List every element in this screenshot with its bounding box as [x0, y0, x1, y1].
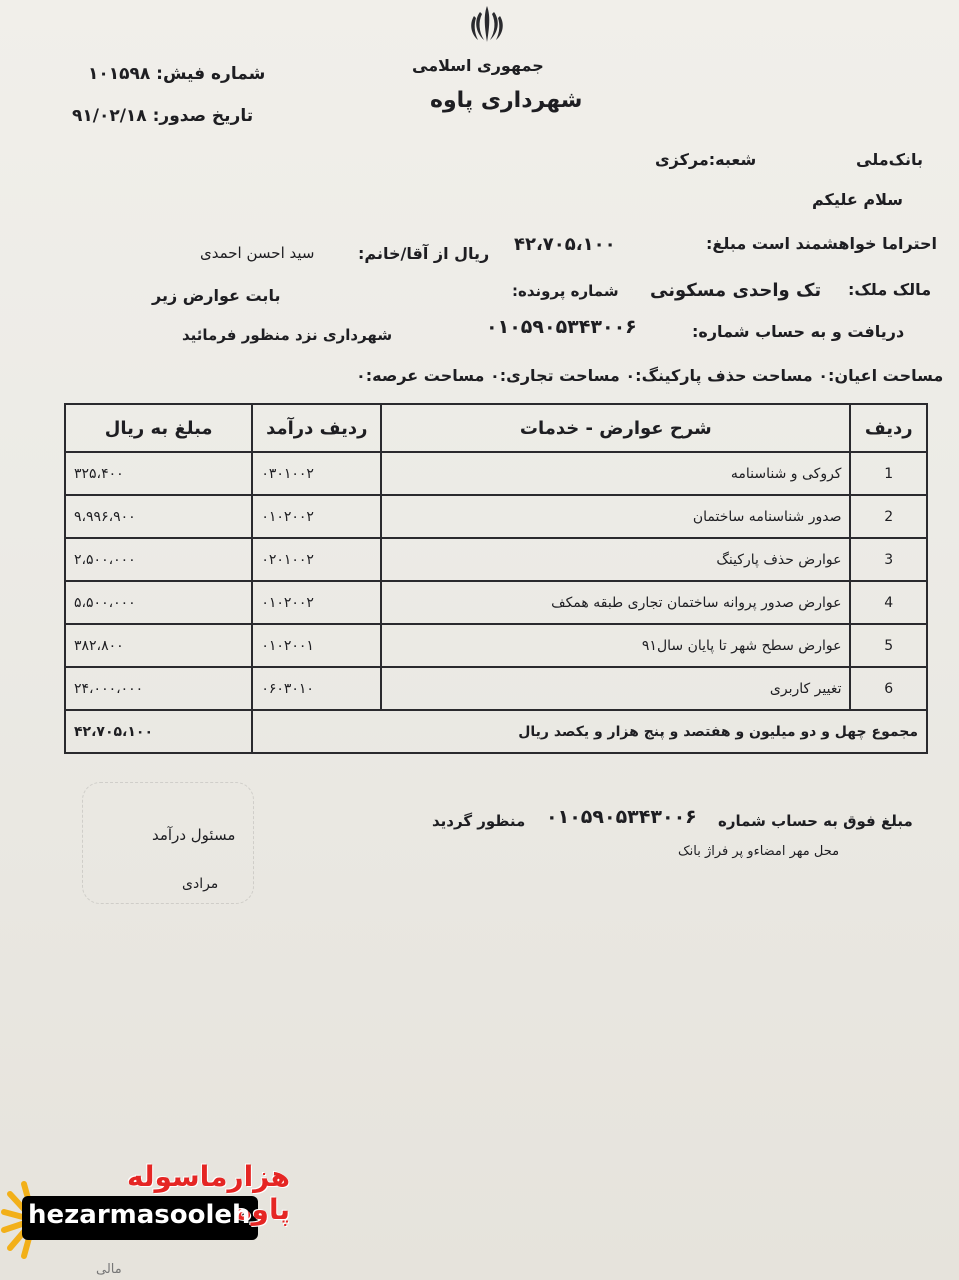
- header-amount: مبلغ به ریال: [65, 404, 252, 452]
- row-amount: ۲۴،۰۰۰،۰۰۰: [65, 667, 252, 710]
- table-row: [65, 495, 927, 538]
- transfer-account: ۰۱۰۵۹۰۵۳۴۳۰۰۶: [546, 806, 697, 828]
- table-row: [65, 452, 927, 495]
- logo-brand-english: hezarmasooleh: [28, 1200, 251, 1230]
- row-description: عوارض سطح شهر تا پایان سال۹۱: [381, 624, 850, 667]
- bank-name: بانک‌ملی: [856, 150, 924, 169]
- table-row: [65, 624, 927, 667]
- header-revenue-code: ردیف درآمد: [252, 404, 381, 452]
- row-amount: ۲،۵۰۰،۰۰۰: [65, 538, 252, 581]
- bank-branch: شعبه:مرکزی: [655, 150, 757, 169]
- row-number: 5: [850, 624, 927, 667]
- file-number-label: شماره پرونده:: [512, 282, 619, 300]
- row-description: تغییر کاربری: [381, 667, 850, 710]
- issue-date: تاریخ صدور: ۹۱/۰۲/۱۸: [72, 106, 254, 126]
- header-row-number: ردیف: [850, 404, 927, 452]
- account-number: ۰۱۰۵۹۰۵۳۴۳۰۰۶: [486, 316, 637, 338]
- row-number: 6: [850, 667, 927, 710]
- iran-emblem-icon: [466, 2, 508, 46]
- row-revenue-code: ۰۱۰۲۰۰۲: [252, 581, 381, 624]
- receipt-number: شماره فیش: ۱۰۱۵۹۸: [88, 64, 266, 84]
- row-amount: ۵،۵۰۰،۰۰۰: [65, 581, 252, 624]
- row-description: عوارض صدور پروانه ساختمان تجاری طبقه همکف: [381, 581, 850, 624]
- row-amount: ۹،۹۹۶،۹۰۰: [65, 495, 252, 538]
- greeting: سلام علیکم: [812, 190, 904, 209]
- row-revenue-code: ۰۲۰۱۰۰۲: [252, 538, 381, 581]
- revenue-officer-title: مسئول درآمد: [152, 826, 236, 844]
- row-number: 1: [850, 452, 927, 495]
- total-in-words: مجموع چهل و دو میلیون و هفتصد و پنج هزار و یکصد ریال: [252, 710, 927, 753]
- revenue-officer-name: مرادی: [182, 876, 219, 892]
- table-row: [65, 538, 927, 581]
- row-revenue-code: ۰۶۰۳۰۱۰: [252, 667, 381, 710]
- row-description: کروکی و شناسنامه: [381, 452, 850, 495]
- fees-table: [64, 403, 928, 754]
- table-row: [65, 667, 927, 710]
- total-row: [65, 710, 927, 753]
- rial-from-label: ریال از آقا/خانم:: [358, 244, 490, 263]
- request-amount: ۴۲،۷۰۵،۱۰۰: [514, 234, 616, 255]
- receive-account-label: دریافت و به حساب شماره:: [692, 322, 905, 341]
- request-prefix: احتراما خواهشمند است مبلغ:: [706, 234, 937, 253]
- row-description: عوارض حذف پارکینگ: [381, 538, 850, 581]
- row-revenue-code: ۰۱۰۲۰۰۱: [252, 624, 381, 667]
- municipality-near-label: شهرداری نزد منظور فرمائید: [182, 326, 393, 344]
- row-description: صدور شناسنامه ساختمان: [381, 495, 850, 538]
- municipality-title: شهرداری پاوه: [430, 88, 583, 113]
- header-description: شرح عوارض - خدمات: [381, 404, 850, 452]
- areas-line: مساحت اعیان:۰ مساحت حذف پارکینگ:۰ مساحت تجاری:۰ مساحت عرصه:۰: [356, 366, 944, 385]
- row-number: 4: [850, 581, 927, 624]
- for-fees-label: بابت عوارض زیر: [152, 286, 281, 305]
- row-amount: ۳۸۲،۸۰۰: [65, 624, 252, 667]
- total-amount: ۴۲،۷۰۵،۱۰۰: [65, 710, 252, 753]
- table-header-row: [65, 404, 927, 452]
- bottom-faint-text: مالی: [96, 1262, 122, 1277]
- row-amount: ۳۲۵،۴۰۰: [65, 452, 252, 495]
- transfer-suffix: منظور گردید: [432, 812, 526, 830]
- logo-brand-persian: هزارماسوله پاوه: [127, 1160, 290, 1226]
- transfer-prefix: مبلغ فوق به حساب شماره: [718, 812, 913, 830]
- owner-value: تک واحدی مسکونی: [650, 280, 822, 301]
- row-revenue-code: ۰۳۰۱۰۰۲: [252, 452, 381, 495]
- payer-name: سید احسن احمدی: [200, 244, 315, 262]
- stamp-note: محل مهر امضاءو پر فراژ بانک: [678, 844, 840, 859]
- watermark-logo: [0, 1160, 290, 1280]
- row-number: 2: [850, 495, 927, 538]
- row-number: 3: [850, 538, 927, 581]
- republic-title: جمهوری اسلامی: [412, 56, 544, 75]
- row-revenue-code: ۰۱۰۲۰۰۲: [252, 495, 381, 538]
- owner-label: مالک ملک:: [848, 280, 932, 299]
- table-row: [65, 581, 927, 624]
